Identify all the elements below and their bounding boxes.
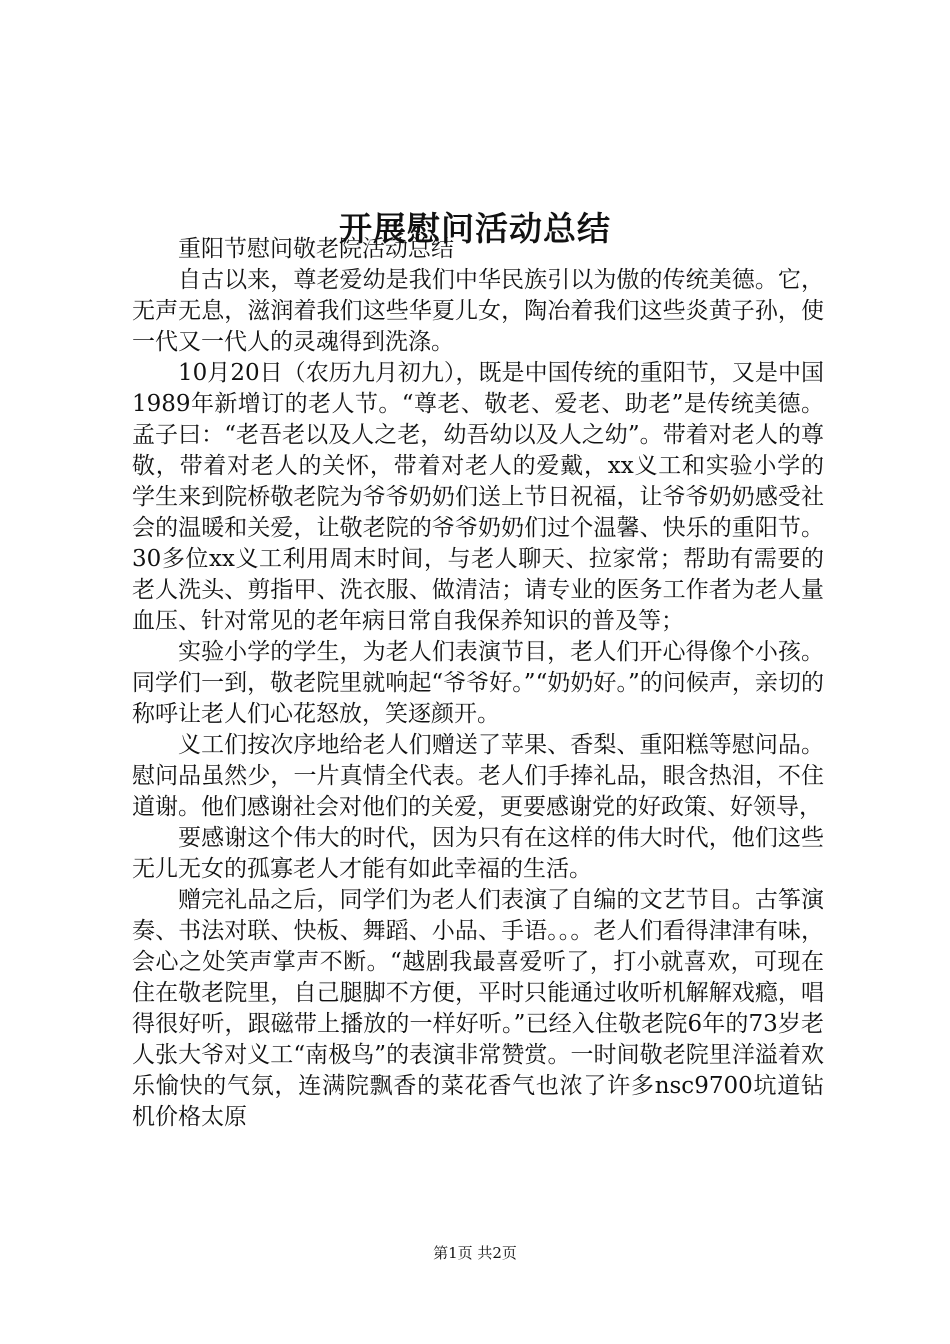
paragraph: 实验小学的学生，为老人们表演节目，老人们开心得像个小孩。同学们一到，敬老院里就响起“爷爷好。”“奶奶好。”的问候声，亲切的称呼让老人们心花怒放，笑逐颜开。 (132, 639, 824, 727)
paragraph: 10月20日（农历九月初九），既是中国传统的重阳节，又是中国1989年新增订的老人节。“尊老、敬老、爱老、助老”是传统美德。孟子曰：“老吾老以及人之老，幼吾幼以及人之幼”。带着对老人的尊敬，带着对老人的关怀，带着对老人的爱戴，xx义工和实验小学的学生来到院桥敬老院为爷爷奶奶们送上节日祝福，让爷爷奶奶感受社会的温暖和关爱，让敬老院的爷爷奶奶们过个温馨、快乐的重阳节。30多位xx义工利用周末时间，与老人聊天、拉家常；帮助有需要的老人洗头、剪指甲、洗衣服、做清洁；请专业的医务工作者为老人量血压、针对常见的老年病日常自我保养知识的普及等； (132, 360, 824, 634)
paragraph: 义工们按次序地给老人们赠送了苹果、香梨、重阳糕等慰问品。慰问品虽然少，一片真情全代表。老人们手捧礼品，眼含热泪，不住道谢。他们感谢社会对他们的关爱，更要感谢党的好政策、好领导， (132, 732, 824, 820)
document-body (132, 234, 824, 1133)
paragraph: 要感谢这个伟大的时代，因为只有在这样的伟大时代，他们这些无儿无女的孤寡老人才能有如此幸福的生活。 (132, 825, 824, 882)
document-title: 开展慰问活动总结 (339, 209, 611, 249)
page-number-footer: 第1页 共2页 (433, 1244, 517, 1262)
paragraph: 自古以来，尊老爱幼是我们中华民族引以为傲的传统美德。它，无声无息，滋润着我们这些华夏儿女，陶冶着我们这些炎黄子孙，使一代又一代人的灵魂得到洗涤。 (132, 267, 824, 355)
paragraph: 赠完礼品之后，同学们为老人们表演了自编的文艺节目。古筝演奏、书法对联、快板、舞蹈、小品、手语。。。老人们看得津津有味，会心之处笑声掌声不断。“越剧我最喜爱听了，打小就喜欢，可现在住在敬老院里，自己腿脚不方便，平时只能通过收听机解解戏瘾，唱得很好听，跟磁带上播放的一样好听。”已经入住敬老院6年的73岁老人张大爷对义工“南极鸟”的表演非常赞赏。一时间敬老院里洋溢着欢乐愉快的气氛，连满院飘香的菜花香气也浓了许多nsc9700坑道钻机价格太原 (132, 887, 824, 1130)
paragraph-subtitle: 重阳节慰问敬老院活动总结 (178, 236, 454, 262)
